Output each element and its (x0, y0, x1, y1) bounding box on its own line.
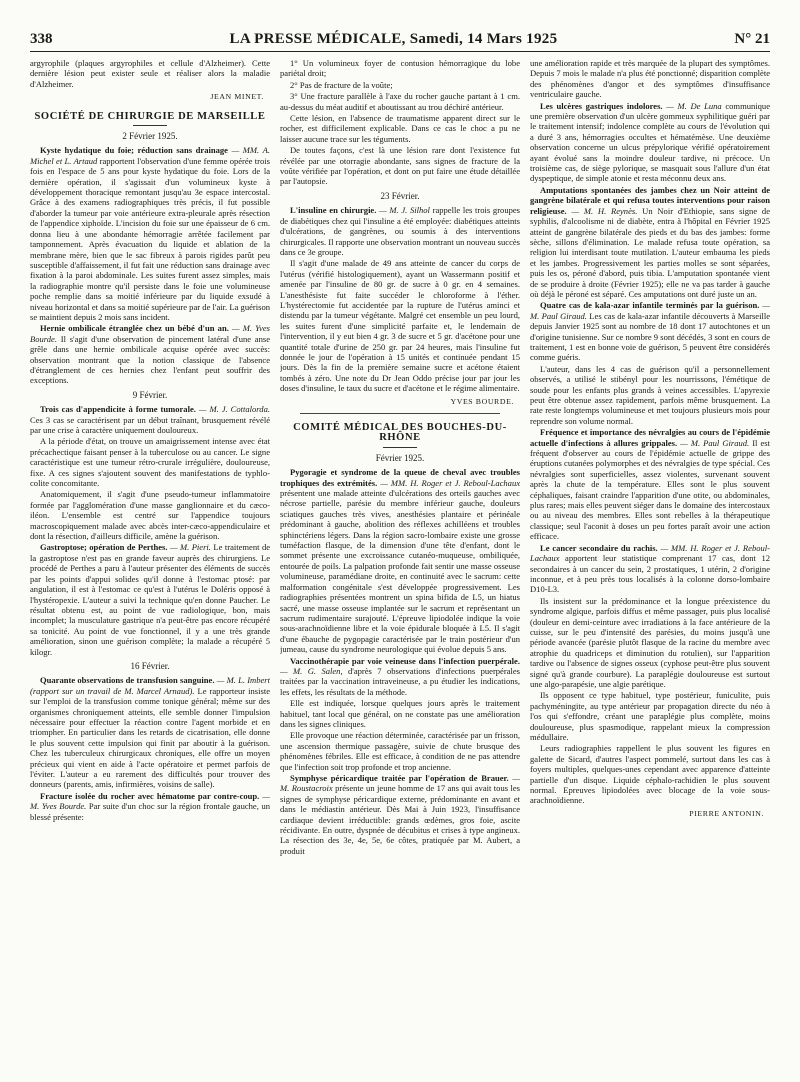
article-fracture (30, 791, 270, 822)
signature: JEAN MINET. (210, 92, 264, 102)
article-authors: — M. Roustacroix (280, 773, 520, 794)
article-authors: — M. H. Reynès. (566, 205, 638, 216)
article-body: présente un jeune homme de 17 ans qui avait tous les signes de symphyse péricardique externe, prédominante en avant et dans le médiastin antérieur. Dès Mai à Juin 1923, l'insuffisance cardiaque devient irréductible: grands œdèmes, gros foie, ascite récidivante. En outre, dyspnée de décubitus et crises à type angineux. La résection des 3e, 4e, 5e, 6e côtes, pratiquée par M. Aubert, a produit (280, 783, 520, 856)
article-authors: — M. Yves Bourde. (30, 323, 270, 344)
paragraph: Leurs radiographies rappellent le plus souvent les figures en galette de Sicard, d'autres l'aspect pommelé, surtout dans les cas à foyers multiples, quelques-unes cependant avec apparence d'atteinte partielle d'un disque. Liquide céphalo-rachidien le plus souvent normal. Epreuves lipiodolées avec blocage de la voie sous-arachnoïdienne. (530, 743, 770, 806)
article-body: Il est fréquent d'observer au cours de l'épidémie actuelle de grippe des éruptions cutanées polymorphes et des névralgies de type spécial. Ces névralgies sont superficielles, assez violentes, survenant souvent après la chute de la température. Elles sont le plus souvent céphaliques, faisant craindre l'apparition d'une otite, ou abdominales, plus rares; mais elles peuvent siéger dans le domaine des intercostaux ou au niveau des membres. Elles sont rebelles à la thérapeutique classique; seul l'aconit à doses un peu fortes paraît avoir une action efficace. (530, 437, 770, 542)
paragraph: Il s'agit d'une malade de 49 ans atteinte de cancer du corps de l'utérus (vérifié histologiquement), ayant un Wassermann positif et amenée par l'insuline de 80 gr. de sucre à 0 gr. en 4 semaines. L'anesthésiste fut faite succéder le chloroforme à l'éther. L'hystérectomie fut accidentée par la rupture de l'utérus aminci et distendu par la tumeur végétante. Malgré cet ensemble un peu lourd, les suites furent d'une simplicité parfaite et, le lendemain de l'intervention, il y eut bien 4 gr. 3 de sucre et 5 gr. d'acétone pour une quantité totale d'urine de 250 gr. par 24 heures, mais l'insuline fut donnée le jour de l'opération à 15 unités et continuée pendant 15 jours. Dès la fin de la première semaine sucre et acétone étaient tombés à zéro. Une note du Dr Jean Oddo précise jour par jour les doses d'insuline, le taux du sucre et d'acétone et le régime alimentaire. (280, 258, 520, 394)
section-title: COMITÉ MÉDICAL DES BOUCHES-DU-RHÔNE (293, 422, 507, 444)
divider (300, 413, 500, 414)
article-cancer-rachis (530, 543, 770, 595)
article-title: Gastroptose; opération de Perthes. (40, 542, 168, 553)
paragraph: Elle est indiquée, lorsque quelques jours après le traitement habituel, tant local que général, on ne constate pas une amélioration dans les signes cliniques. (280, 698, 520, 729)
article-body: d'après 7 observations d'infections puerpérales traitées par la vaccination intraveineuse, a pu étudier les indications, les effets, les résultats de la méthode. (280, 665, 520, 697)
article-symphyse (280, 773, 520, 856)
article-authors: — M. Pieri. (167, 542, 211, 553)
article-body: Le traitement de la gastroptose n'est pas en grande faveur auprès des chirurgiens. Le procédé de Perthes a paru à l'auteur présenter des éléments de succès par les points d'appui solides qu'il donne à l'estomac ptosé: par angulation, il est à l'estomac ce qu'est à l'utérus le Doléris opposé à l'hystéropexie. L'auteur a suivi la technique qu'en donne Paucher. Le résultat obtenu est, au point de vue radiologique, bon, mais incomplet; la musculature gastrique n'a peut-être pas encore récupéré sa tonicité. Au point de vue fonctionnel, il y a une très grande amélioration, sinon une guérison complète; la malade a récupéré 5 kilogr. (30, 542, 270, 657)
session-date: 23 Février. (380, 190, 420, 201)
article-authors: — M. J. Silhol (376, 205, 430, 216)
article-kala-azar (530, 300, 770, 362)
signature: YVES BOURDE. (450, 396, 514, 406)
paragraph: L'auteur, dans les 4 cas de guérison qu'il a personnellement observés, a utilisé le stibényl pour les nourrissons, l'émétique de soude pour les enfants plus grands à veines accessibles. L'apyrexie peut être obtenue assez rapidement, parfois même brusquement. La rate reste longtemps volumineuse et met toujours plusieurs mois pour reprendre son volume normal. (530, 363, 770, 426)
list-item: 1° Un volumineux foyer de contusion hémorragique du lobe pariétal droit; (280, 58, 520, 79)
article-title: Symphyse péricardique traitée par l'opération de Brauer. (290, 773, 509, 783)
article-authors: — M. J. Cottalorda. (195, 404, 270, 415)
article-body: rappelle les trois groupes de diabétiques chez qui l'insuline a été employée: diabétiques atteints d'ulcérations, de gangrènes, ou soumis à des interventions chirurgicales. Il rapporte une observation montrant un nouveau succès dans ce 3e groupe. (280, 205, 520, 257)
article-body: Un Noir d'Ethiopie, sans signe de syphilis, d'alcoolisme ni de diabète, entra à l'hôpital en Février 1925 atteint de gangrène bilatérale des pieds et du bas des jambes: forme sèche, sillons d'élimination. Le malade refusa toute opération, sa religion lui interdisant toute mutilation. L'auteur embauma les pieds et les jambes. Progressivement les parties molles se sont séparées, puis les os, péroné d'abord, puis tibia. L'amputation spontanée vient de se produire à droite (Février 1925); elle ne va pas tarder à gauche où déjà le péroné est séparé. Ces amputations ont duré juste un an. (530, 205, 770, 299)
article-title: Trois cas d'appendicite à forme tumorale. (40, 404, 196, 415)
article-title: Le cancer secondaire du rachis. (540, 542, 658, 553)
paragraph: Ils opposent ce type habituel, type postérieur, funiculite, puis pachyméningite, au type antérieur par propagation directe du néo à l'os qui s'effondre, créant une paraplégie plus complète, moins douloureuse, plus spasmodique, rappelant mieux la compression médullaire. (530, 690, 770, 742)
article-title: Quatre cas de kala-azar infantile terminés par la guérison. (540, 300, 760, 311)
session-date: Février 1925. (375, 452, 425, 463)
paragraph: Cette lésion, en l'absence de traumatisme apparent direct sur le rocher, est difficilement explicable. Dans ce cas le choc a pu ne laisser aucune trace sur les téguments. (280, 113, 520, 144)
article-authors: — MM. A. Michel et L. Artaud (30, 145, 270, 166)
session-date: 2 Février 1925. (122, 131, 178, 142)
article-body: rapportent l'observation d'une femme opérée trois fois en l'espace de 5 ans pour kyste hydatique du foie. Lors de la dernière opération, il s'agissait d'un volumineux kyste à développement thoracique remontant jusqu'au 3e espace intercostal. Grâce à des examens radiographiques très précis, il fut possible d'aborder la tumeur par voie antérieure extra-pleurale après résection de l'appendice xiphoïde. L'incision du foie sur une épaisseur de 6 cm. donna lieu à une abondante hémorragie arrêtée facilement par tamponnement. Après évacuation du liquide et ablation de la membrane mère, bien que le sac fibreux à parois rigides parût peu susceptible d'affaissement, il fut fait une réduction sans drainage avec fixation à la paroi abdominale. Les suites furent assez simples, mais la radiographie montre qu'il persiste dans le foie une volumineuse poche remplie dans sa moitié inférieure par du liquide exsudé à niveau horizontal et dans sa moitié supérieure par de l'air. La guérison se maintient depuis 2 mois sans incident. (30, 155, 270, 322)
paragraph: argyrophile (plaques argyrophiles et cellule d'Alzheimer). Cette dernière lésion peut exister seule et réaliser alors la maladie d'Alzheimer. (30, 58, 270, 89)
article-authors: — M. Yves Bourde. (30, 790, 270, 812)
article-hernie (30, 323, 270, 385)
article-body: présentent une malade atteinte d'ulcérations des orteils gauches avec nécrose partielle, parésie du membre inférieur gauche, douleurs sciatiques gauches très vives, anesthésies plantaire et périnéale prédominant à gauche, abolition des réflexes achilléens et troubles sphinctériens légers. Dans la région sacro-lombaire existe une grosse tuméfaction flasque, de la dimension d'une tête d'enfant, dont le sommet présente une excroissance cutanéo-muqueuse, ombiliquée, entourée de poils. La palpation profonde fait sentir une masse osseuse volumineuse, paramédiane droite, en continuité avec le sacrum: cette malformation congénitale s'est développée progressivement. Les radiographies présentées montrent un spina bifida de L5, un hiatus sacré, une masse osseuse implantée sur le sacrum et représentant un sacrum rudimentaire surajouté. L'épreuve lipiodolée indique la voie sous-arachnoïdienne libre et la voie épidurale bloquée à L5. Il s'agit d'une ébauche de pygopagie caractérisée par le train postérieur d'un jumeau, cause du syndrome neurologique qui évolue depuis 5 ans. (280, 488, 520, 655)
article-appendicite (30, 404, 270, 435)
article-vaccinotherapie (280, 656, 520, 698)
article-body: communique une première observation d'un ulcère gommeux syphilitique guéri par le traitement intensif; indolence complète au cours de l'évolution qui a duré 3 ans, hémorragies occultes et hématémèse. Une deuxième observation concerne un ulcus prépylorique vérifié opératoirement ayant évolué sans la moindre douleur tardive, ni précoce. Un troisième cas, de siège pylorique, se masquait sous l'allure d'un état dyspeptique, de simple atonie et resta méconnu deux ans. (530, 100, 770, 184)
article-transfusion (30, 675, 270, 789)
article-authors: — M. De Luna (662, 100, 722, 111)
journal-title: LA PRESSE MÉDICALE, Samedi, 14 Mars 1925 (229, 31, 558, 47)
article-title: Pygoragie et syndrome de la queue de cheval avec troubles trophiques des extrémités. (280, 467, 520, 488)
article-body: Les cas de kala-azar infantile découverts à Marseille depuis Janvier 1925 sont au nombre de 18 dont 17 autochtones et un d'origine tunisienne. Sur ce nombre 9 sont décédés, 3 sont en cours de traitement, 1 est en bonne voie de guérison, 5 peuvent être considérés comme guéris. (530, 310, 770, 363)
paragraph: De toutes façons, c'est là une lésion rare dont l'existence fut révélée par une otorragie abondante, sans signes de fracture de la voûte vérifiée par l'opération, et dont on put faire une étude détaillée par l'autopsie. (280, 145, 520, 187)
article-body: Ces 3 cas se caractérisent par un début traînant, brusquement révélé par une crise à caractère uniquement douloureux. (30, 414, 270, 435)
divider (133, 125, 167, 126)
article-title: Fracture isolée du rocher avec hématome par contre-coup. (40, 790, 260, 801)
paragraph: Anatomiquement, il s'agit d'une pseudo-tumeur inflammatoire formée par l'agglomération d'une masse ganglionnaire et du cæco-iléon. L'ensemble est centré sur l'appendice toujours macroscopiquement malade avec abcès inter-cæco-appendiculaire et dont la résection, d'ailleurs difficile, amène la guérison. (30, 489, 270, 542)
signature: PIERRE ANTONIN. (689, 808, 764, 818)
article-body: Par suite d'un choc sur la région frontale gauche, un blessé présente: (30, 801, 270, 822)
page-header (30, 30, 770, 52)
article-ulceres (530, 101, 770, 184)
article-insuline (280, 205, 520, 257)
paragraph: une amélioration rapide et très marquée de la plupart des symptômes. Depuis 7 mois le malade n'a plus été ponctionné; disparition complète des phénomènes d'angor et des symptômes d'insuffisance ventriculaire gauche. (530, 58, 770, 100)
article-title: Hernie ombilicale étranglée chez un bébé d'un an. (40, 323, 229, 334)
article-kyste (30, 145, 270, 322)
article-title: Kyste hydatique du foie; réduction sans drainage (40, 145, 228, 156)
article-title: Fréquence et importance des névralgies au cours de l'épidémie actuelle d'infections à allures grippales. (530, 427, 770, 448)
article-title: Quarante observations de transfusion sanguine. (40, 675, 215, 686)
paragraph: A la période d'état, on trouve un amaigrissement intense avec état précachectique faisant penser à la tuberculose ou au cancer. Le signe caractéristique est une tumeur rétro-crurale irrégulière, douloureuse, fixe. A ces signes s'ajoutent souvent des manifestations de typhlo-colite concomitante. (30, 436, 270, 489)
numbered-list (280, 58, 520, 112)
article-title: Les ulcères gastriques indolores. (540, 100, 663, 111)
article-title: Vaccinothérapie par voie veineuse dans l'infection puerpérale. (290, 655, 520, 666)
article-authors: — M. Paul Giraud. (677, 437, 750, 448)
article-authors: — M. G. Salen, (280, 665, 343, 676)
paragraph: Ils insistent sur la prédominance et la longue préexistence du syndrome algique, parfois diffus et même passager, puis plus localisé (douleur en demi-ceinture avec irradiations à la face antérieure de la cuisse, sur le peu d'intensité des parésies, du moins jusqu'à une période avancée (parésie plutôt flasque de la racine du membre avec atrophie du quadriceps et diminution du rotulien), sur l'apparition tardive ou l'absence de signes osseux (cyphose peut-être plus souvent signé qu'à grande courbure). La paraplégie douloureuse est surtout une algo-parapésie, une algie parétique. (530, 595, 770, 689)
article-gastroptose (30, 542, 270, 656)
article-nevralgies (530, 427, 770, 541)
column-1 (30, 58, 270, 1068)
article-title: L'insuline en chirurgie. (290, 205, 377, 216)
article-authors: — MM. H. Roger et J. Reboul-Lachaux (530, 542, 770, 564)
section-title: SOCIÉTÉ DE CHIRURGIE DE MARSEILLE (34, 110, 266, 122)
page-number: 338 (30, 31, 53, 47)
article-authors: — MM. H. Roger et J. Reboul-Lachaux (377, 477, 520, 488)
article-body: Le rapporteur insiste sur l'emploi de la transfusion comme tonique général; même sur des organismes chroniquement atteints, elle semble donner l'impulsion nécessaire pour effectuer la réaction contre l'agent morbide et en triompher. En particulier dans les retards de cicatrisation, elle donne le plus souvent cette impulsion qui finit par aboutir à la guérison. Chez les tuberculeux chirurgicaux chroniques, elle offre un moyen précieux qui vient en aide à l'acte opératoire et permet parfois de l'éviter. L'auteur a eu rarement des difficultés pour trouver des donneurs (parents, amis, infirmières, voisins de salle). (30, 685, 270, 790)
article-title: Amputations spontanées des jambes chez un Noir atteint de gangrène bilatérale et qui refusa toutes interventions pour raison religieuse. (530, 184, 770, 216)
article-authors: — M. L. Imbert (rapport sur un travail de M. Marcel Arnaud). (30, 675, 270, 696)
article-amputations (530, 185, 770, 299)
article-body: apportent leur statistique comprenant 17 cas, dont 12 secondaires à un cancer du sein, 2 prostatiques, 1 utérin, 2 d'origine inconnue, et à peu près tous localisés à la colonne dorso-lombaire D10-L3. (530, 553, 770, 595)
issue-number: N° 21 (734, 31, 770, 47)
article-body: Il s'agit d'une observation de pincement latéral d'une anse grêle dans une hernie ombilicale acquise opérée avec succès: observation montrant que la notion classique de l'absence d'étranglement de ces hernies chez l'enfant peut souffrir des exceptions. (30, 333, 270, 386)
session-date: 16 Février. (130, 660, 170, 671)
paragraph: Elle provoque une réaction déterminée, caractérisée par un frisson, une ascension thermique passagère, suivie de chute brusque des phénomènes fébriles. Elle est efficace, à condition de ne pas attendre que l'infection soit trop profonde et trop ancienne. (280, 730, 520, 772)
session-date: 9 Février. (132, 389, 168, 400)
article-authors: — M. Paul Giraud. (530, 300, 770, 321)
list-item: 3° Une fracture parallèle à l'axe du rocher gauche partant à 1 cm. au-dessus du méat auditif et aboutissant au trou déchiré antérieur. (280, 91, 520, 112)
article-pygopagie (280, 467, 520, 654)
list-item: 2° Pas de fracture de la voûte; (290, 79, 393, 90)
column-2 (280, 58, 520, 1068)
divider (383, 447, 417, 448)
columns (30, 58, 770, 1068)
column-3 (530, 58, 770, 1068)
